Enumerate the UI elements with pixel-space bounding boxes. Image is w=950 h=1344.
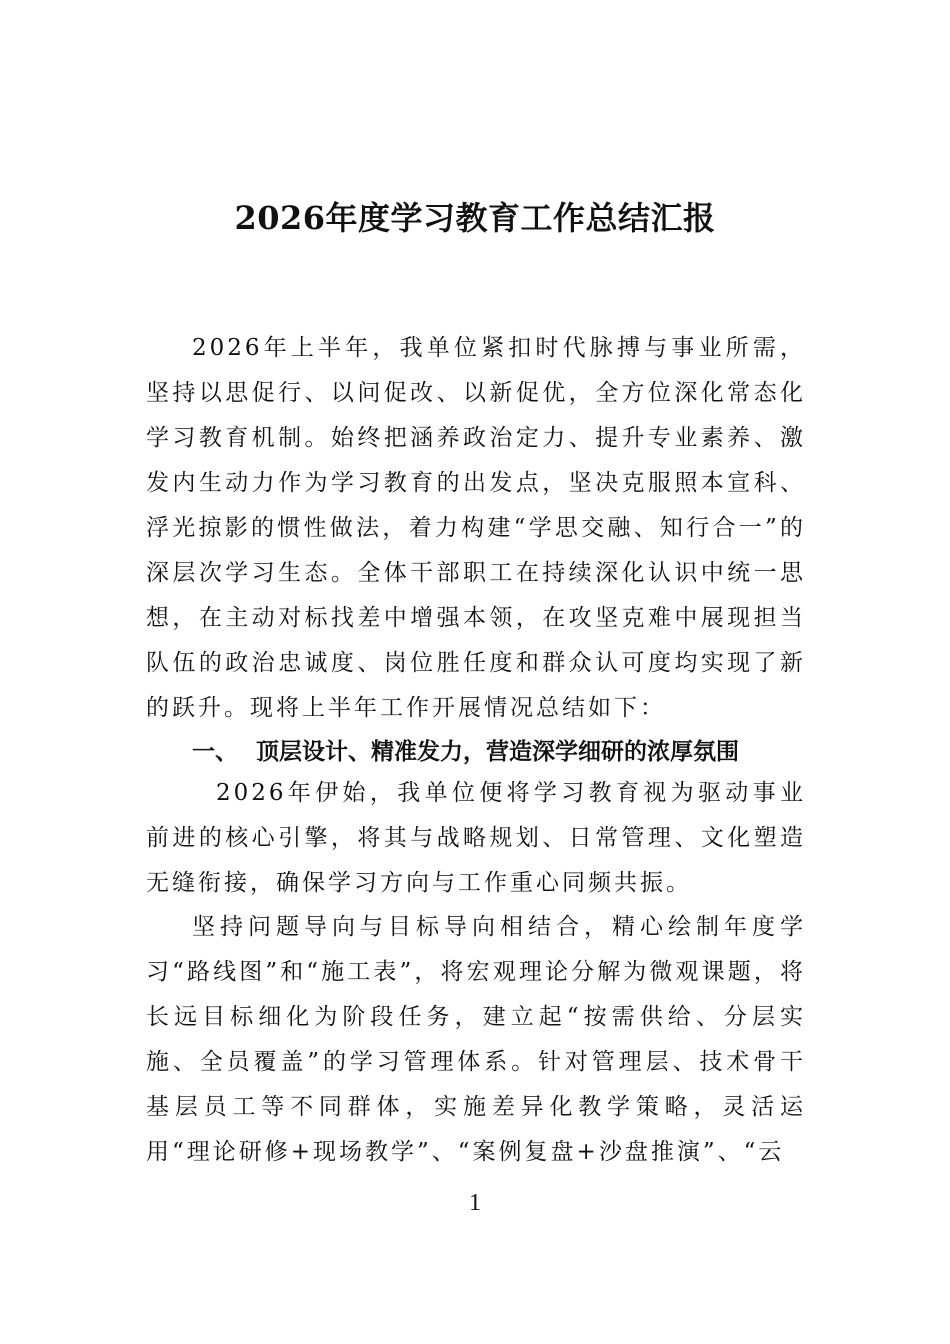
page-number: 1 [469, 1190, 481, 1216]
section-paragraph-1: 2026年伊始，我单位便将学习教育视为驱动事业前进的核心引擎，将其与战略规划、日常管理、文化塑造无缝衔接，确保学习方向与工作重心同频共振。 [146, 780, 806, 896]
section-heading-text: 顶层设计、精准发力，营造深学细研的浓厚氛围 [256, 739, 739, 765]
intro-paragraph: 2026年上半年，我单位紧扣时代脉搏与事业所需，坚持以思促行、以问促改、以新促优，全方位深化常态化学习教育机制。始终把涵养政治定力、提升专业素养、激发内生动力作为学习教育的出发点，坚决克服照本宣科、浮光掠影的惯性做法，着力构建“学思交融、知行合一”的深层次学习生态。全体干部职工在持续深化认识中统一思想，在主动对标找差中增强本领，在攻坚克难中展现担当队伍的政治忠诚度、岗位胜任度和群众认可度均实现了新的跃升。现将上半年工作开展情况总结如下： [146, 335, 806, 721]
section-heading-number: 一、 [192, 739, 238, 765]
section-paragraph-2: 坚持问题导向与目标导向相结合，精心绘制年度学习“路线图”和“施工表”，将宏观理论分解为微观课题，将长远目标细化为阶段任务，建立起“按需供给、分层实施、全员覆盖”的学习管理体系。针对管理层、技术骨干基层员工等不同群体，实施差异化教学策略，灵活运用“理论研修+现场教学”、“案例复盘+沙盘推演”、“云 [146, 914, 806, 1165]
document-title: 2026年度学习教育工作总结汇报 [234, 199, 716, 237]
section-heading [192, 730, 832, 774]
